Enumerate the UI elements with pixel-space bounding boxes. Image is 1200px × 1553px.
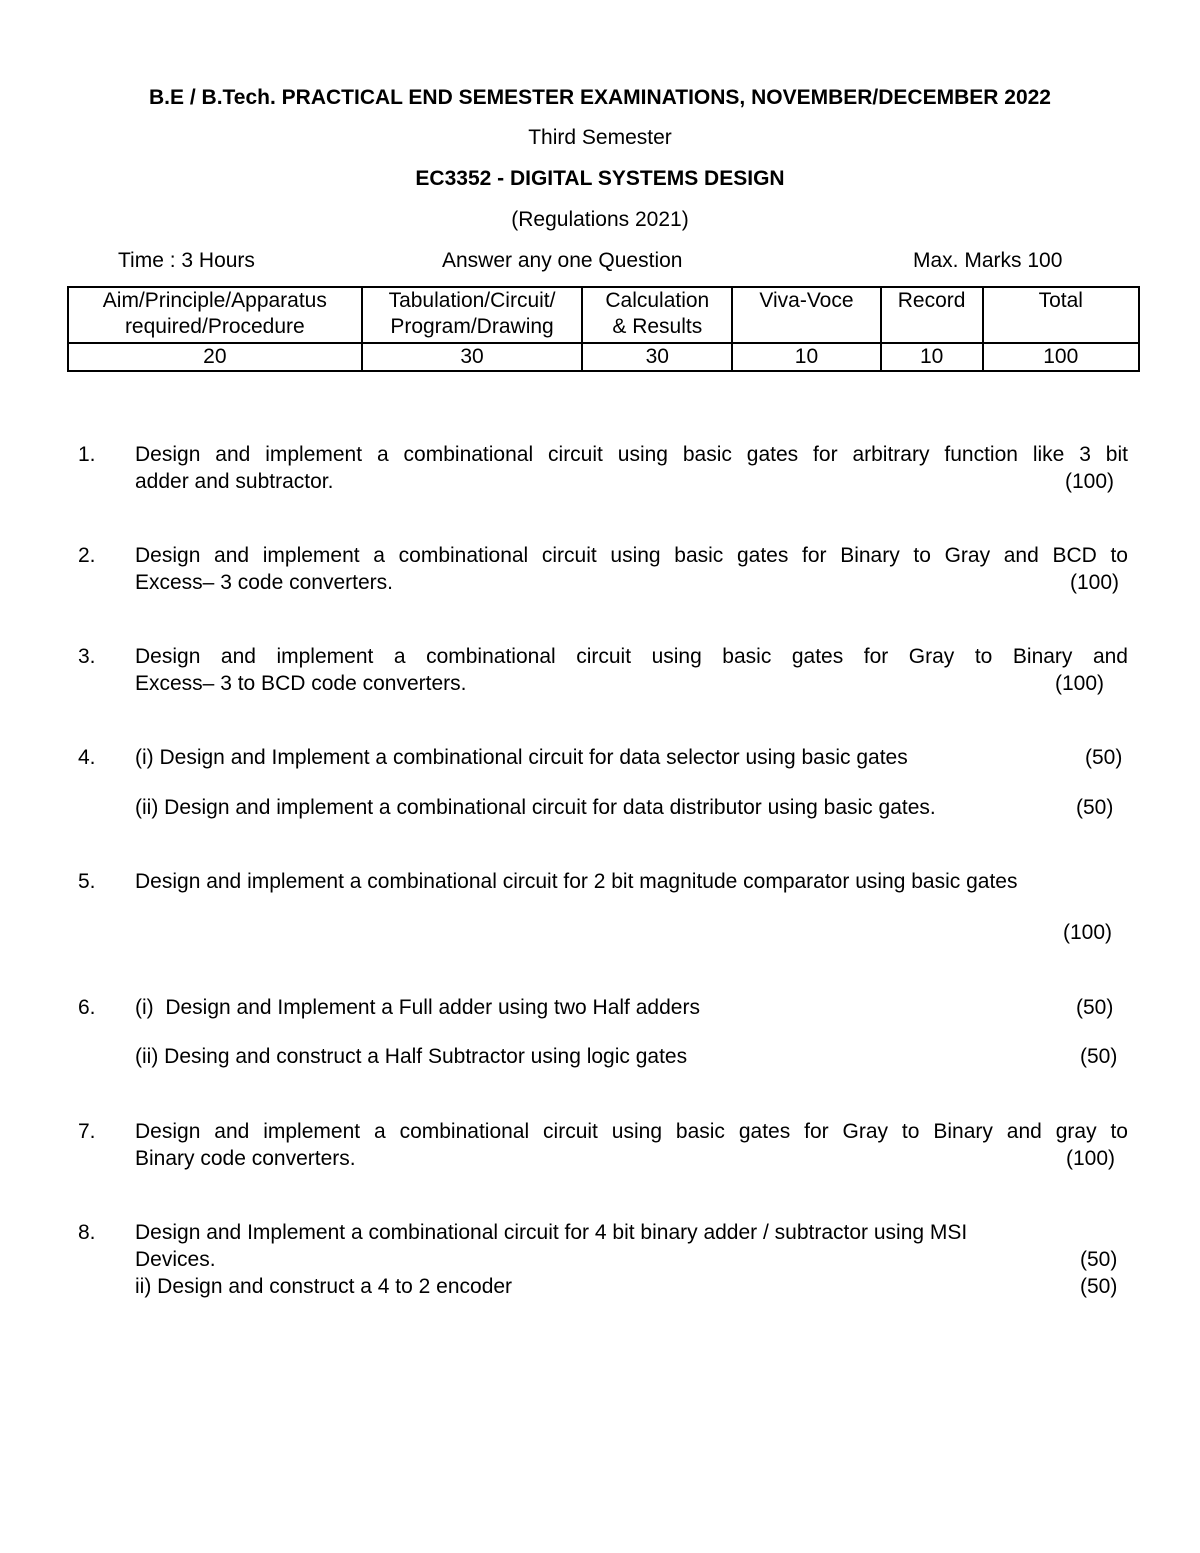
table-header-line: Aim/Principle/Apparatus: [102, 289, 327, 312]
question-line: (i) Design and Implement a Full adder using two Half adders: [135, 996, 700, 1019]
table-header-line: Calculation: [605, 289, 710, 312]
question-marks: (50): [1080, 1275, 1118, 1298]
question-marks: (100): [1066, 1147, 1116, 1170]
question-line: (i) Design and Implement a combinational circuit for data selector using basic gates: [135, 746, 908, 769]
question-body: [135, 542, 1128, 596]
question-marks: (100): [1063, 921, 1113, 944]
question-marks: (50): [1076, 796, 1114, 819]
question-line: adder and subtractor.: [135, 470, 334, 493]
question-line: Design and implement a combinational circuit using basic gates for Gray to Binary and gray to: [135, 1120, 1128, 1143]
table-header-line: Tabulation/Circuit/: [388, 289, 556, 312]
question-body: [135, 1118, 1128, 1172]
question-number: 6.: [78, 996, 96, 1019]
question-marks: (50): [1080, 1248, 1118, 1271]
question-number: 1.: [78, 443, 96, 466]
exam-title: B.E / B.Tech. PRACTICAL END SEMESTER EXAMINATIONS, NOVEMBER/DECEMBER 2022: [149, 86, 1051, 109]
max-marks: Max. Marks 100: [913, 249, 1063, 272]
table-header-line: & Results: [612, 315, 703, 338]
table-header-cell: [732, 287, 880, 343]
question-marks: (100): [1070, 571, 1120, 594]
table-cell: 30: [582, 343, 732, 371]
question-marks: (50): [1076, 996, 1114, 1019]
table-header-line: required/Procedure: [124, 315, 305, 338]
table-cell: 100: [983, 343, 1139, 371]
table-header-cell: [582, 287, 732, 343]
table-cell: 30: [362, 343, 583, 371]
marks-distribution-table: [67, 286, 1140, 372]
table-cell: 20: [68, 343, 362, 371]
table-header-line: Program/Drawing: [390, 315, 554, 338]
question-line: Design and implement a combinational circuit using basic gates for arbitrary function like 3 bit: [135, 443, 1128, 466]
semester: Third Semester: [528, 126, 672, 149]
regulations: (Regulations 2021): [511, 208, 689, 231]
question-line: Design and Implement a combinational circuit for 4 bit binary adder / subtractor using MSI: [135, 1221, 968, 1244]
exam-duration: Time : 3 Hours: [118, 249, 255, 272]
question-body: [135, 744, 1128, 821]
question-number: 2.: [78, 544, 96, 567]
question-line: (ii) Design and implement a combinational circuit for data distributor using basic gates.: [135, 796, 936, 819]
question-line: Design and implement a combinational circuit for 2 bit magnitude comparator using basic gates: [135, 870, 1018, 893]
table-cell: 10: [881, 343, 983, 371]
question-line: (ii) Desing and construct a Half Subtractor using logic gates: [135, 1045, 688, 1068]
table-header-cell: [362, 287, 583, 343]
question-marks: (100): [1065, 470, 1115, 493]
question-line: Excess– 3 to BCD code converters.: [135, 672, 467, 695]
question-line: Devices.: [135, 1248, 216, 1271]
question-body: [135, 994, 1128, 1070]
table-header-cell: [881, 287, 983, 343]
question-line: Design and implement a combinational circuit using basic gates for Gray to Binary and: [135, 645, 1128, 668]
question-number: 7.: [78, 1120, 96, 1143]
table-values-row: [68, 343, 1139, 371]
question-line: Binary code converters.: [135, 1147, 356, 1170]
question-line: ii) Design and construct a 4 to 2 encoder: [135, 1275, 513, 1298]
course-title: EC3352 - DIGITAL SYSTEMS DESIGN: [415, 167, 785, 190]
question-body: [135, 868, 1128, 895]
question-marks: (50): [1080, 1045, 1118, 1068]
table-header-line: Record: [897, 289, 966, 312]
table-header-cell: [68, 287, 362, 343]
question-number: 8.: [78, 1221, 96, 1244]
table-header-cell: [983, 287, 1139, 343]
question-number: 5.: [78, 870, 96, 893]
exam-instruction: Answer any one Question: [442, 249, 683, 272]
question-number: 3.: [78, 645, 96, 668]
question-line: Design and implement a combinational circuit using basic gates for Binary to Gray and BCD to: [135, 544, 1128, 567]
question-body: [135, 643, 1128, 697]
table-header-line: Total: [1038, 289, 1083, 312]
question-marks: (50): [1085, 746, 1123, 769]
question-number: 4.: [78, 746, 96, 769]
table-cell: 10: [732, 343, 880, 371]
table-header-row: [68, 287, 1139, 343]
question-line: Excess– 3 code converters.: [135, 571, 393, 594]
question-marks: (100): [1055, 672, 1105, 695]
question-body: [135, 1219, 1128, 1300]
table-header-line: Viva-Voce: [759, 289, 854, 312]
question-body: [135, 441, 1128, 495]
